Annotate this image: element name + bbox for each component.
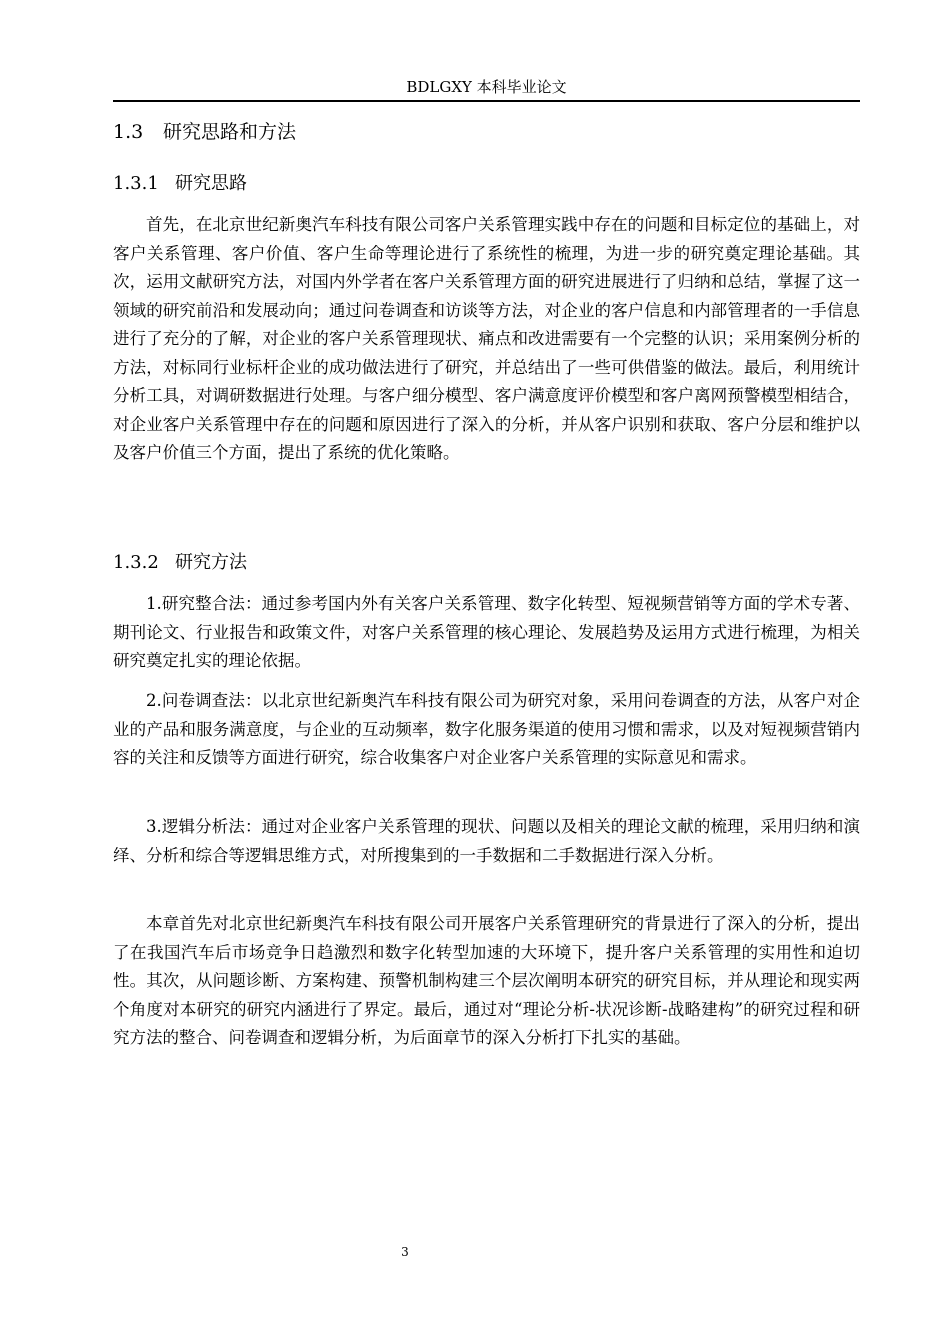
subsection-number: 1.3.2	[113, 552, 159, 573]
section-number: 1.3	[113, 121, 144, 143]
subsection-number: 1.3.1	[113, 173, 159, 194]
page-number: 3	[401, 1245, 409, 1259]
running-header: BDLGXY 本科毕业论文	[406, 78, 567, 96]
paragraph-method-questionnaire: 2.问卷调查法：以北京世纪新奥汽车科技有限公司为研究对象，采用问卷调查的方法，从客户对企业的产品和服务满意度，与企业的互动频率，数字化服务渠道的使用习惯和需求，以及对短视频营销内容的关注和反馈等方面进行研究，综合收集客户对企业客户关系管理的实际意见和需求。	[113, 691, 860, 767]
subsection-title: 研究方法	[175, 552, 247, 573]
subsection-title: 研究思路	[175, 173, 247, 194]
header-rule	[113, 100, 860, 102]
paragraph-method-integration: 1.研究整合法：通过参考国内外有关客户关系管理、数字化转型、短视频营销等方面的学术专著、期刊论文、行业报告和政策文件，对客户关系管理的核心理论、发展趋势及运用方式进行梳理，为相关研究奠定扎实的理论依据。	[113, 594, 860, 670]
subsection-heading-research-approach	[113, 172, 247, 196]
section-heading	[113, 120, 296, 144]
subsection-heading-research-methods	[113, 551, 247, 575]
paragraph-research-approach: 首先，在北京世纪新奥汽车科技有限公司客户关系管理实践中存在的问题和目标定位的基础上，对客户关系管理、客户价值、客户生命等理论进行了系统性的梳理，为进一步的研究奠定理论基础。其次，运用文献研究方法，对国内外学者在客户关系管理方面的研究进展进行了归纳和总结，掌握了这一领域的研究前沿和发展动向；通过问卷调查和访谈等方法，对企业的客户信息和内部管理者的一手信息进行了充分的了解，对企业的客户关系管理现状、痛点和改进需要有一个完整的认识；采用案例分析的方法，对标同行业标杆企业的成功做法进行了研究，并总结出了一些可供借鉴的做法。最后，利用统计分析工具，对调研数据进行处理。与客户细分模型、客户满意度评价模型和客户离网预警模型相结合，对企业客户关系管理中存在的问题和原因进行了深入的分析，并从客户识别和获取、客户分层和维护以及客户价值三个方面，提出了系统的优化策略。	[113, 215, 860, 462]
section-title: 研究思路和方法	[163, 121, 297, 143]
paragraph-method-logic-analysis: 3.逻辑分析法：通过对企业客户关系管理的现状、问题以及相关的理论文献的梳理，采用归纳和演绎、分析和综合等逻辑思维方式，对所搜集到的一手数据和二手数据进行深入分析。	[113, 817, 860, 865]
paragraph-chapter-summary: 本章首先对北京世纪新奥汽车科技有限公司开展客户关系管理研究的背景进行了深入的分析，提出了在我国汽车后市场竞争日趋激烈和数字化转型加速的大环境下，提升客户关系管理的实用性和迫切性。其次，从问题诊断、方案构建、预警机制构建三个层次阐明本研究的研究目标，并从理论和现实两个角度对本研究的研究内涵进行了界定。最后，通过对“理论分析-状况诊断-战略建构”的研究过程和研究方法的整合、问卷调查和逻辑分析，为后面章节的深入分析打下扎实的基础。	[113, 914, 860, 1047]
